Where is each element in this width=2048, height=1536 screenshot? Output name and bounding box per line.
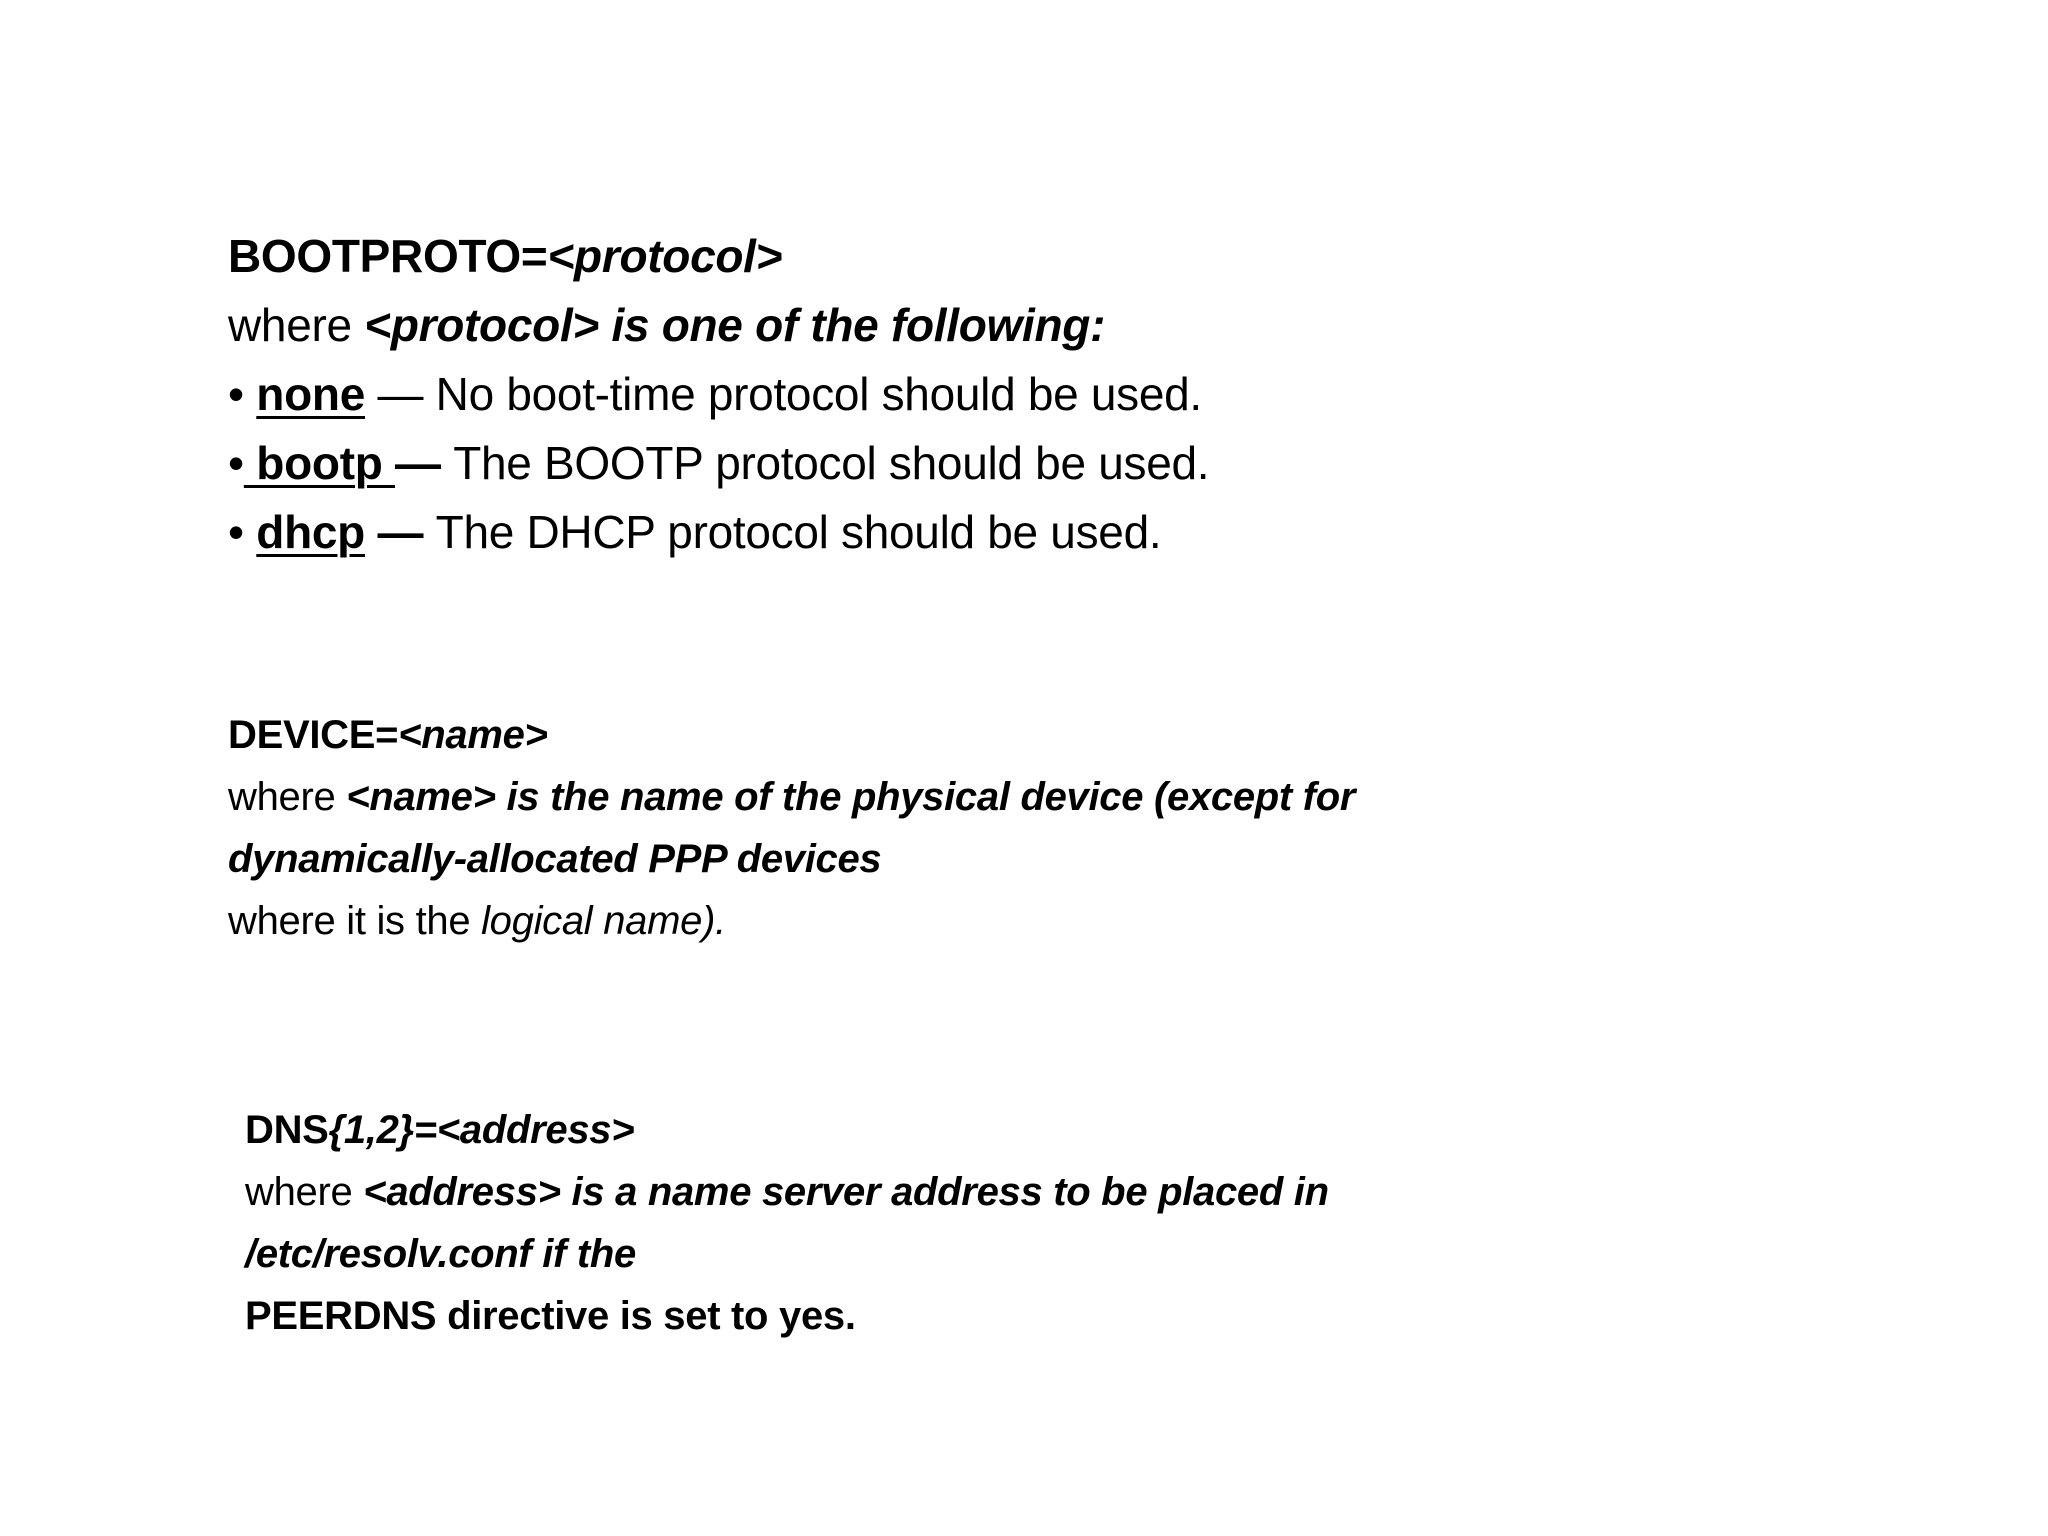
bootproto-option-dhcp <box>228 498 1209 567</box>
bootproto-option-bootp <box>228 429 1209 498</box>
option-text: The DHCP protocol should be used. <box>435 506 1162 558</box>
option-separator: — <box>364 506 436 558</box>
device-key: DEVICE= <box>228 713 399 757</box>
bootproto-section <box>228 222 1209 567</box>
bootproto-key: BOOTPROTO= <box>228 230 548 282</box>
option-name: none <box>256 368 365 420</box>
dns-section <box>245 1099 1329 1347</box>
bullet: • <box>228 368 257 420</box>
dns-key-italic: {1,2}=<address> <box>328 1108 635 1152</box>
device-section <box>228 704 1355 952</box>
bootproto-where: where <box>228 299 365 351</box>
bootproto-option-none <box>228 360 1209 429</box>
dns-description-line1 <box>245 1161 1329 1223</box>
device-description-line3 <box>228 890 1355 952</box>
bullet: • <box>228 437 244 489</box>
bootproto-description <box>228 291 1209 360</box>
device-desc-line1: <name> is the name of the physical device (except for <box>346 775 1356 819</box>
device-heading <box>228 704 1355 766</box>
dns-where: where <box>245 1170 364 1214</box>
dns-description-line3: PEERDNS directive is set to yes. <box>245 1294 856 1338</box>
dns-heading <box>245 1099 1329 1161</box>
bootproto-desc: <protocol> is one of the following: <box>364 299 1106 351</box>
option-text: No boot-time protocol should be used. <box>435 368 1202 420</box>
bootproto-heading <box>228 222 1209 291</box>
device-where: where <box>228 775 347 819</box>
bullet: • <box>228 506 257 558</box>
device-line3-plain: where it is the <box>228 899 482 943</box>
device-description-line1 <box>228 766 1355 828</box>
dns-desc-line1: <address> is a name server address to be placed in <box>363 1170 1329 1214</box>
dns-description-line2: /etc/resolv.conf if the <box>245 1232 636 1276</box>
device-key-param: <name> <box>398 713 548 757</box>
option-name: dhcp <box>256 506 365 558</box>
option-name: bootp <box>243 437 395 489</box>
option-separator: — <box>364 368 436 420</box>
dns-key: DNS <box>245 1108 329 1152</box>
device-description-line2: dynamically-allocated PPP devices <box>228 837 882 881</box>
bootproto-key-param: <protocol> <box>547 230 783 282</box>
device-line3-italic: logical name). <box>481 899 726 943</box>
option-text: The BOOTP protocol should be used. <box>453 437 1210 489</box>
option-separator: — <box>395 437 454 489</box>
